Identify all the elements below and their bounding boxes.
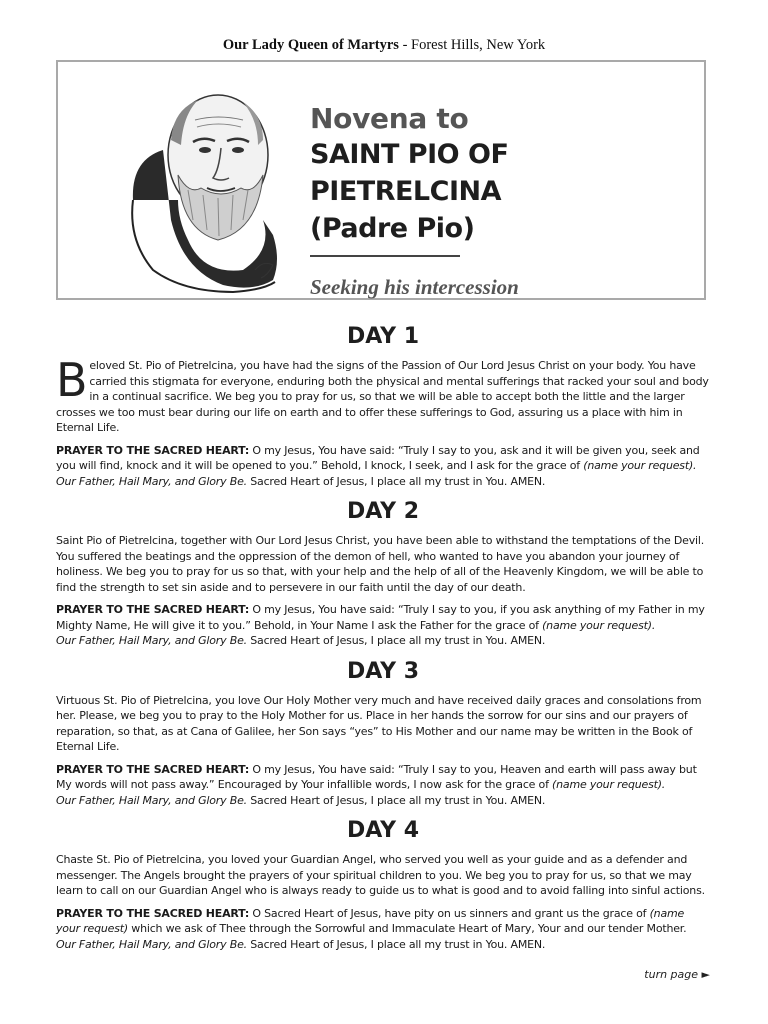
day-3-section: [56, 657, 710, 809]
day-heading: DAY 2: [346, 499, 420, 524]
day-1-section: [56, 322, 710, 489]
day-intro: Chaste St. Pio of Pietrelcina, you loved your Guardian Angel, who served you well as your guide and as a defender and messenger. The Angels brought the prayers of your spiritual children to you. We beg you to pray for us, so that we may learn to call on our Guardian Angel who is always ready to guide us to what is good and to avoid falling into sinful actions.: [56, 853, 705, 897]
prayer-paragraph: [56, 602, 710, 649]
day-heading: DAY 4: [346, 818, 420, 843]
closing-prayers: Our Father, Hail Mary, and Glory Be.: [56, 474, 247, 488]
day-intro: Saint Pio of Pietrelcina, together with Our Lord Jesus Christ, you have been able to withstand the temptations of the Devil. You suffered the beatings and the oppression of the demon of hell, who wanted to have you abandon your journey of holiness. We beg you to pray for us so that, with your help and the help of all of the Heavenly Kingdom, we will be able to find the strength to set sin aside and to persevere in our faith until the day of our death.: [56, 534, 705, 594]
drop-cap: B: [56, 353, 88, 407]
title-line-3: (Padre Pio): [310, 213, 475, 244]
prayer-text: O my Jesus, You have said: “Truly I say to you, if you ask anything of my Father in my Mighty Name, He will give it to you.” Behold, in Your Name I ask the Father for the grace of: [56, 603, 705, 632]
request-placeholder: (name your request): [56, 906, 685, 935]
title-divider: [310, 255, 460, 257]
day-intro: Virtuous St. Pio of Pietrelcina, you love Our Holy Mother very much and have received daily graces and consolations from her. Please, we beg you to pray to the Holy Mother for us. Place in her hands the sorrow for our sins and our prayers of reparation, so that, as at Cana of Galilee, her Son says “yes” to His Mother and our name may be written in the Book of Eternal Life.: [56, 693, 702, 753]
closing-text: Sacred Heart of Jesus, I place all my trust in You. AMEN.: [246, 937, 546, 951]
prayer-label: PRAYER TO THE SACRED HEART:: [56, 443, 250, 457]
prayer-label: PRAYER TO THE SACRED HEART:: [56, 762, 250, 776]
padre-pio-portrait: [123, 70, 283, 295]
day-intro: [56, 353, 710, 436]
parish-location: - Forest Hills, New York: [398, 37, 546, 53]
day-intro-text: eloved St. Pio of Pietrelcina, you have had the signs of the Passion of Our Lord Jesus Christ on your body. You have carried this stigmata for everyone, enduring both the physical and mental sufferings that racked your soul and body in a continual sacrifice. We beg you to pray for us, so that we will be able to accept both the little and the larger crosses we too must bear during our life on earth and to offer these sufferings to God, assuring us a place with him in Eternal Life.: [56, 359, 709, 434]
closing-text: Sacred Heart of Jesus, I place all my trust in You. AMEN.: [246, 793, 546, 807]
closing-prayers: Our Father, Hail Mary, and Glory Be.: [56, 634, 247, 647]
title-line-2: SAINT PIO OF PIETRELCINA: [310, 139, 509, 207]
subtitle: Seeking his intercession: [310, 275, 519, 299]
prayer-paragraph: [56, 443, 710, 490]
closing-text: Sacred Heart of Jesus, I place all my trust in You. AMEN.: [246, 634, 546, 647]
prayer-label: PRAYER TO THE SACRED HEART:: [56, 906, 250, 920]
day-2-section: [56, 497, 710, 649]
prayer-text: O Sacred Heart of Jesus, have pity on us sinners and grant us the grace of: [249, 906, 650, 920]
prayer-paragraph: [56, 906, 710, 953]
novena-content: [56, 322, 710, 960]
title-block: [310, 102, 704, 300]
request-placeholder: (name your request).: [552, 778, 666, 791]
closing-prayers: Our Father, Hail Mary, and Glory Be.: [56, 937, 247, 951]
day-heading: DAY 1: [346, 324, 420, 349]
prayer-paragraph: [56, 762, 710, 809]
parish-name: Our Lady Queen of Martyrs: [222, 37, 399, 53]
title-banner: [56, 60, 706, 300]
request-placeholder: (name your request).: [583, 459, 697, 472]
turn-page-link[interactable]: turn page ►: [644, 968, 710, 981]
prayer-text-continued: which we ask of Thee through the Sorrowful and Immaculate Heart of Mary, Your and our tender Mother.: [127, 922, 687, 935]
prayer-text: O my Jesus, You have said: “Truly I say to you, Heaven and earth will pass away but My words will not pass away.” Encouraged by Your infallible words, I now ask for the grace of: [56, 762, 697, 791]
title-line-1: Novena to: [310, 102, 469, 135]
request-placeholder: (name your request).: [542, 618, 656, 632]
closing-text: Sacred Heart of Jesus, I place all my trust in You. AMEN.: [246, 474, 546, 488]
closing-prayers: Our Father, Hail Mary, and Glory Be.: [56, 793, 247, 807]
day-4-section: [56, 816, 710, 952]
parish-header: [0, 37, 768, 54]
day-heading: DAY 3: [346, 658, 420, 684]
prayer-text: O my Jesus, You have said: “Truly I say to you, ask and it will be given you, seek and you will find, knock and it will be opened to you.” Behold, I knock, I seek, and I ask for the grace of: [56, 443, 700, 472]
prayer-label: PRAYER TO THE SACRED HEART:: [56, 603, 250, 616]
